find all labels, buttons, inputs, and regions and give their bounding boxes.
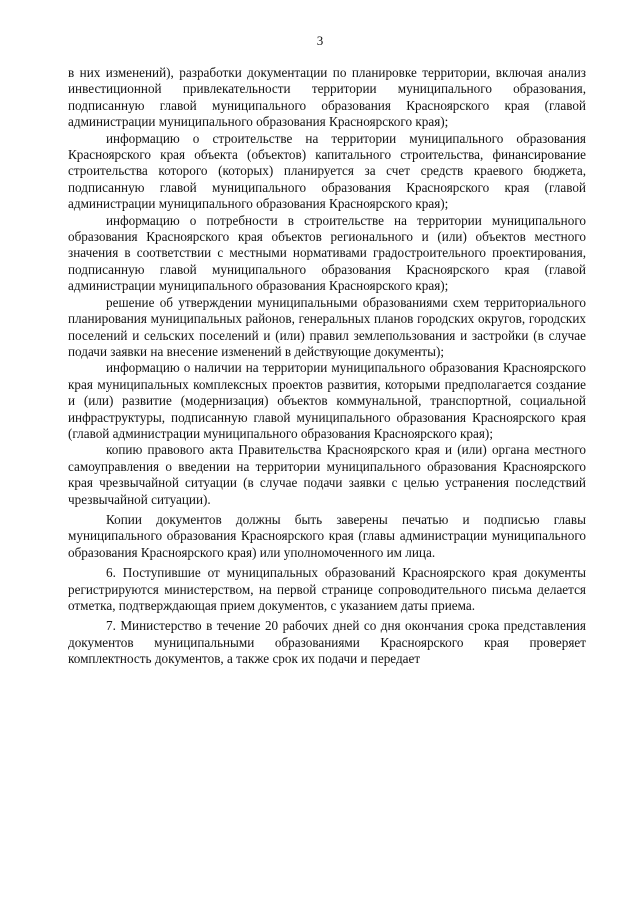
paragraph-development-projects: информацию о наличии на территории муниципального образования Красноярского края муниципальных комплексных проектов развития, которыми предполагается создание и (или) развитие (модернизация) объектов коммунальной, транспортной, социальной инфраструктуры, подписанную главой муниципального образования Красноярского края (главой администрации муниципального образования Красноярского края); [68,360,586,441]
paragraph-construction-info: информацию о строительстве на территории муниципального образования Красноярского края объекта (объектов) капитального строительства, финансирование строительства которого (которых) планируется за счет средств краевого бюджета, подписанную главой муниципального образования Красноярского края (главой администрации муниципального образования Красноярского края); [68,130,586,212]
paragraph-clause-6: 6. Поступившие от муниципальных образований Красноярского края документы регистрируются министерством, на первой странице сопроводительного письма делается отметка, подтверждающая прием документов, с указанием даты приема. [68,565,586,613]
page-number: 3 [316,33,324,48]
paragraph-emergency-act: копию правового акта Правительства Красноярского края и (или) органа местного самоуправления о введении на территории муниципального образования Красноярского края чрезвычайной ситуации (в случае подачи заявки с целью устранения последствий чрезвычайной ситуации). [68,442,586,507]
paragraph-construction-need: информацию о потребности в строительстве на территории муниципального образования Красноярского края объектов регионального и (или) объектов местного значения в соответствии с местными нормативами градостроительного проектирования, подписанную главой муниципального образования Красноярского края (главой администрации муниципального образования Красноярского края); [68,212,586,294]
paragraph-planning-decision: решение об утверждении муниципальными образованиями схем территориального планирования муниципальных районов, генеральных планов городских округов, городских поселений и сельских поселений и (или) правил землепользования и застройки (в случае подачи заявки на внесение изменений в действующие документы); [68,294,586,359]
paragraph-continuation: в них изменений), разработки документации по планировке территории, включая анализ инвестиционной привлекательности территории муниципального образования, подписанную главой муниципального образования Красноярского края (главой администрации муниципального образования Красноярского края); [68,65,586,130]
document-body [68,65,586,668]
paragraph-copies-certification: Копии документов должны быть заверены печатью и подписью главы муниципального образования Красноярского края (главы администрации муниципального образования Красноярского края) или уполномоченного им лица. [68,511,586,560]
paragraph-clause-7: 7. Министерство в течение 20 рабочих дней со дня окончания срока представления документов муниципальными образованиями Красноярского края проверяет комплектность документов, а также срок их подачи и передает [68,618,586,667]
